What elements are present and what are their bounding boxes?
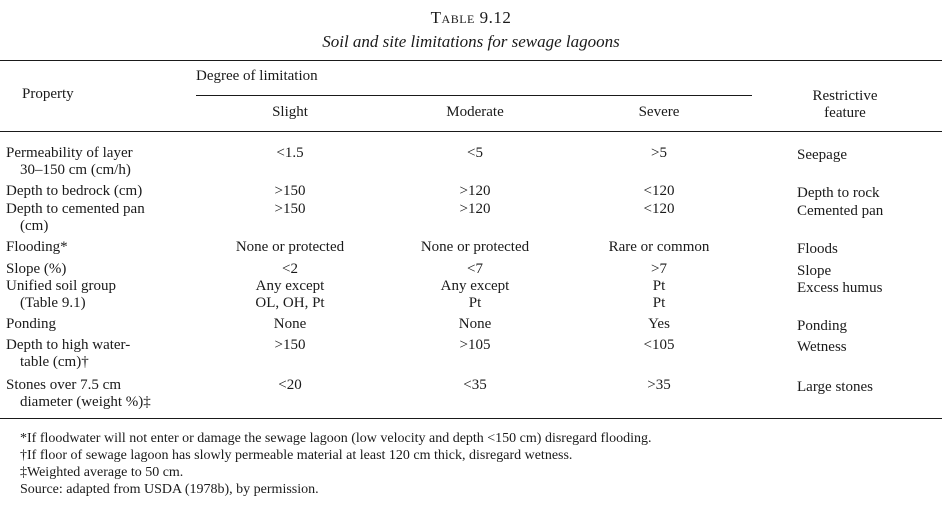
cell-slight: <1.5 [276,145,304,161]
cell-property: Stones over 7.5 cm [6,377,121,393]
cell-moderate: <5 [467,145,483,161]
cell-property: (Table 9.1) [20,295,86,311]
degree-underline [196,95,752,96]
cell-restrictive-feature: Large stones [797,379,873,395]
cell-property: Depth to cemented pan [6,201,145,217]
cell-moderate: <7 [467,261,483,277]
cell-severe: <105 [643,337,675,353]
cell-moderate: Any except [440,278,510,294]
footnote-source: Source: adapted from USDA (1978b), by permission. [20,482,319,497]
cell-property: 30–150 cm (cm/h) [20,162,131,178]
footnote-wetness: †If floor of sewage lagoon has slowly permeable material at least 120 cm thick, disregard wetness. [20,448,573,463]
cell-severe: >5 [651,145,667,161]
cell-moderate: >105 [459,337,491,353]
cell-restrictive-feature: Depth to rock [797,185,880,201]
cell-property: Permeability of layer [6,145,133,161]
cell-moderate: <35 [463,377,487,393]
header-severe: Severe [638,104,680,120]
cell-property: (cm) [20,218,49,234]
footnotes [20,430,651,498]
cell-property: Depth to bedrock (cm) [6,183,143,199]
cell-severe: Rare or common [608,239,710,255]
cell-restrictive-feature: Ponding [797,318,848,334]
header-degree-of-limitation: Degree of limitation [196,68,318,84]
bottom-rule [0,418,942,419]
cell-moderate: None [458,316,492,332]
cell-property: Depth to high water- [6,337,131,353]
cell-severe: Pt [652,278,666,294]
cell-slight: >150 [274,337,306,353]
cell-property: Ponding [6,316,57,332]
header-slight: Slight [272,104,308,120]
table-caption: Soil and site limitations for sewage lagoons [322,32,620,51]
table-number: Table 9.12 [430,8,512,27]
cell-severe: >35 [647,377,671,393]
cell-restrictive-feature: Wetness [797,339,847,355]
cell-severe: >7 [651,261,667,277]
cell-slight: Any except [255,278,325,294]
header-bottom-rule [0,131,942,132]
cell-moderate: Pt [468,295,482,311]
header-restrictive: Restrictive [812,88,878,104]
cell-restrictive-feature: Seepage [797,147,847,163]
cell-property: Slope (%) [6,261,67,277]
header-moderate: Moderate [446,104,504,120]
header-feature: feature [824,105,866,121]
cell-property: Flooding* [6,239,68,255]
cell-restrictive-feature: Slope [797,263,832,279]
cell-slight: <20 [278,377,302,393]
cell-slight: OL, OH, Pt [255,295,325,311]
cell-restrictive-feature: Excess humus [797,280,883,296]
cell-moderate: >120 [459,183,491,199]
cell-slight: None [273,316,307,332]
footnote-flooding: *If floodwater will not enter or damage the sewage lagoon (low velocity and depth <150 cm) disregard flooding. [20,431,652,446]
cell-property: table (cm)† [20,354,89,370]
cell-slight: >150 [274,201,306,217]
header-property: Property [22,86,74,102]
cell-severe: Yes [648,316,670,332]
cell-restrictive-feature: Cemented pan [797,203,884,219]
cell-severe: <120 [643,201,675,217]
cell-severe: Pt [652,295,666,311]
cell-restrictive-feature: Floods [797,241,838,257]
top-rule [0,60,942,61]
footnote-weighted-average: ‡Weighted average to 50 cm. [20,465,184,480]
cell-moderate: >120 [459,201,491,217]
cell-severe: <120 [643,183,675,199]
cell-moderate: None or protected [420,239,530,255]
cell-slight: >150 [274,183,306,199]
cell-slight: None or protected [235,239,345,255]
cell-property: diameter (weight %)‡ [20,394,151,410]
cell-slight: <2 [282,261,298,277]
cell-property: Unified soil group [6,278,116,294]
